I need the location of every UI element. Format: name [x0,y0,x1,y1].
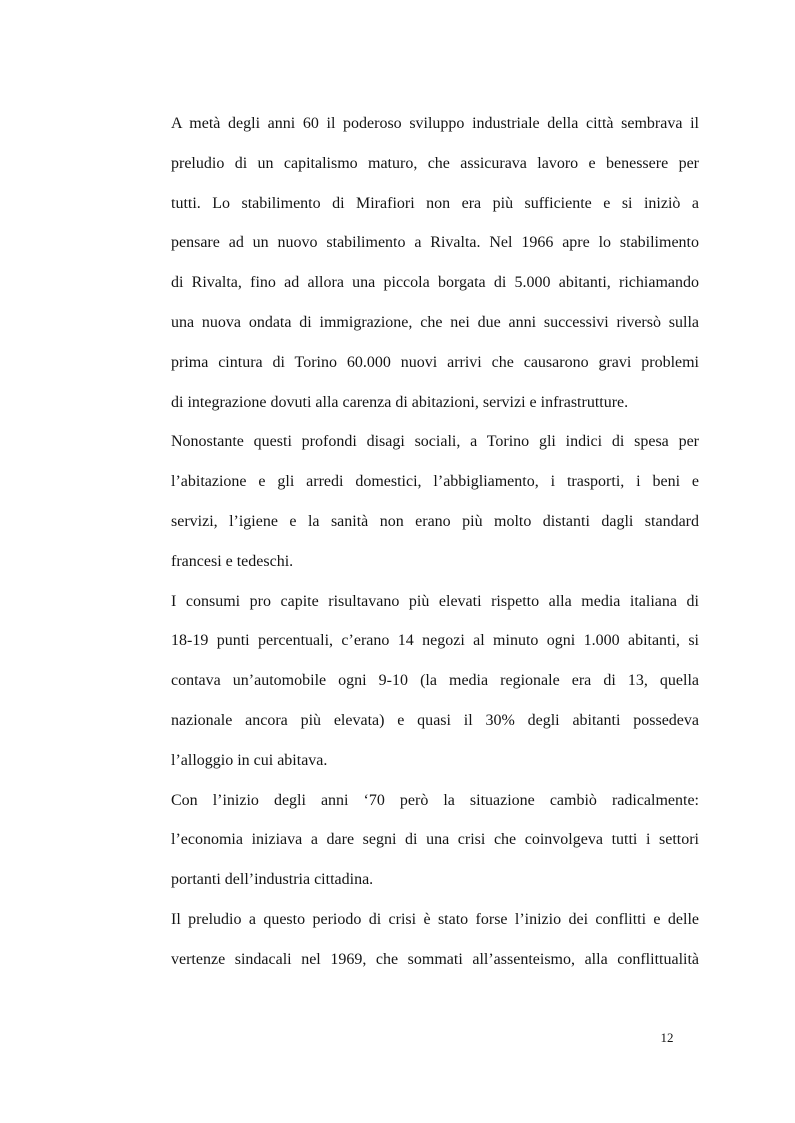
paragraph-5 [171,900,699,980]
text-line: Il preludio a questo periodo di crisi è stato forse l’inizio dei conflitti e delle [171,910,699,928]
text-line: nazionale ancora più elevata) e quasi il 30% degli abitanti possedeva [171,711,699,729]
text-line: tutti. Lo stabilimento di Mirafiori non era più sufficiente e si iniziò a [171,194,699,212]
text-line: l’alloggio in cui abitava. [171,751,328,769]
page-number: 12 [660,1030,674,1045]
text-line: di integrazione dovuti alla carenza di abitazioni, servizi e infrastrutture. [171,393,629,411]
text-line: l’economia iniziava a dare segni di una crisi che coinvolgeva tutti i settori [171,831,699,849]
text-line: di Rivalta, fino ad allora una piccola borgata di 5.000 abitanti, richiamando [171,274,699,292]
text-line: l’abitazione e gli arredi domestici, l’abbigliamento, i trasporti, i beni e [171,473,699,491]
text-line: preludio di un capitalismo maturo, che assicurava lavoro e benessere per [171,154,699,172]
text-line: 18-19 punti percentuali, c’erano 14 negozi al minuto ogni 1.000 abitanti, si [171,632,699,650]
text-line: I consumi pro capite risultavano più elevati rispetto alla media italiana di [171,592,699,610]
paragraph-2 [171,422,699,581]
text-line: prima cintura di Torino 60.000 nuovi arrivi che causarono gravi problemi [171,353,699,371]
text-line: servizi, l’igiene e la sanità non erano più molto distanti dagli standard [171,512,699,530]
text-line: francesi e tedeschi. [171,552,294,570]
text-line: Con l’inizio degli anni ‘70 però la situazione cambiò radicalmente: [171,791,699,809]
paragraph-3 [171,582,699,781]
text-line: portanti dell’industria cittadina. [171,871,374,889]
text-line: contava un’automobile ogni 9-10 (la media regionale era di 13, quella [171,672,699,690]
text-line: Nonostante questi profondi disagi sociali, a Torino gli indici di spesa per [171,433,699,451]
text-line: una nuova ondata di immigrazione, che nei due anni successivi riversò sulla [171,313,699,331]
paragraph-4 [171,781,699,900]
text-line: pensare ad un nuovo stabilimento a Rivalta. Nel 1966 apre lo stabilimento [171,234,699,252]
text-line: A metà degli anni 60 il poderoso sviluppo industriale della città sembrava il [171,115,699,132]
text-line: vertenze sindacali nel 1969, che sommati all’assenteismo, alla conflittualità [171,950,699,968]
body-text [171,104,699,980]
paragraph-1 [171,104,699,422]
